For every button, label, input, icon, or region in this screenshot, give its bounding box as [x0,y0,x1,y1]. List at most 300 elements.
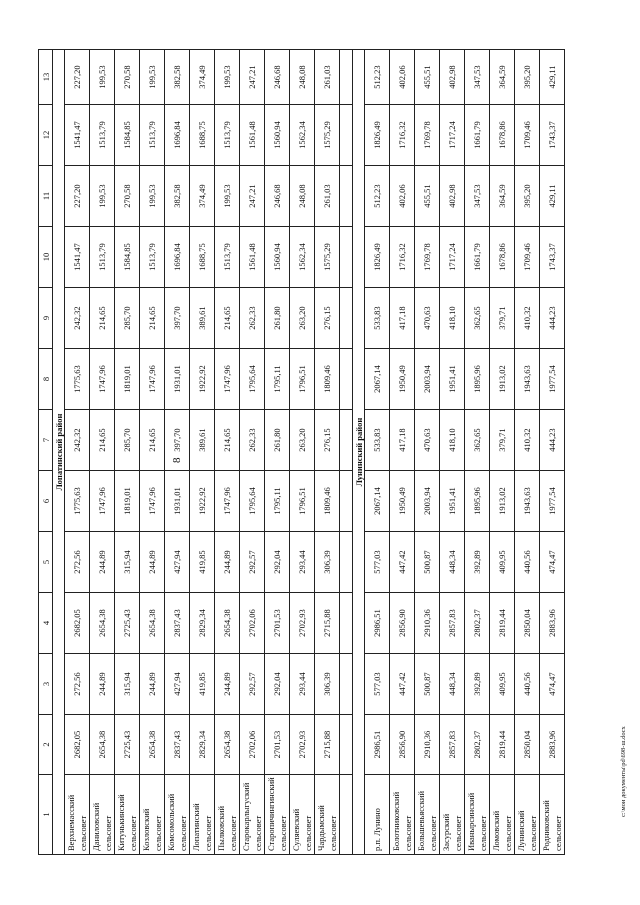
value-cell: 1747,96 [140,349,165,410]
value-cell: 419,85 [190,654,215,715]
value-cell: 262,33 [240,288,265,349]
header-row [39,50,53,855]
table-row [365,50,390,855]
value-cell: 392,89 [465,532,490,593]
settlement-name-cell: Родниковский сельсовет [540,775,565,855]
spacer-cell [340,593,353,654]
value-cell: 470,63 [415,410,440,471]
value-cell: 1575,29 [315,105,340,166]
table-row [165,50,190,855]
section-header-row [353,50,365,855]
value-cell: 2850,04 [515,593,540,654]
column-header: 5 [39,532,53,593]
value-cell: 1688,75 [190,105,215,166]
value-cell: 1819,01 [115,471,140,532]
value-cell: 1661,79 [465,227,490,288]
value-cell: 1584,85 [115,227,140,288]
value-cell: 292,04 [265,654,290,715]
value-cell: 2067,14 [365,349,390,410]
value-cell: 447,42 [390,654,415,715]
page-number: 8 [171,457,183,463]
settlement-name-cell: Лунинский сельсовет [515,775,540,855]
value-cell: 1696,84 [165,227,190,288]
value-cell: 214,65 [215,288,240,349]
value-cell: 1922,92 [190,349,215,410]
value-cell: 2850,04 [515,715,540,775]
value-cell: 244,89 [90,532,115,593]
value-cell: 248,08 [290,50,315,105]
column-header: 12 [39,105,53,166]
value-cell: 248,08 [290,166,315,227]
data-table [38,49,565,855]
settlement-name-cell: Ломовский сельсовет [490,775,515,855]
value-cell: 1895,96 [465,471,490,532]
value-cell: 447,42 [390,532,415,593]
value-cell: 2856,90 [390,593,415,654]
value-cell: 409,95 [490,532,515,593]
spacer-cell [340,166,353,227]
settlement-name-cell: Верхнемасский сельсовет [65,775,90,855]
value-cell: 1678,86 [490,227,515,288]
value-cell: 261,80 [265,410,290,471]
settlement-name-cell: Чардымский сельсовет [315,775,340,855]
value-cell: 1809,46 [315,471,340,532]
value-cell: 1575,29 [315,227,340,288]
value-cell: 2986,51 [365,715,390,775]
value-cell: 244,89 [140,532,165,593]
value-cell: 306,39 [315,654,340,715]
value-cell: 247,21 [240,50,265,105]
value-cell: 577,03 [365,532,390,593]
value-cell: 1769,78 [415,227,440,288]
value-cell: 1688,75 [190,227,215,288]
table-row [315,50,340,855]
value-cell: 2702,06 [240,593,265,654]
value-cell: 427,94 [165,654,190,715]
value-cell: 2701,53 [265,593,290,654]
value-cell: 272,56 [65,654,90,715]
value-cell: 1895,96 [465,349,490,410]
column-header: 1 [39,775,53,855]
value-cell: 270,58 [115,166,140,227]
value-cell: 1717,24 [440,227,465,288]
value-cell: 1913,02 [490,349,515,410]
value-cell: 429,11 [540,50,565,105]
value-cell: 1661,79 [465,105,490,166]
value-cell: 214,65 [90,410,115,471]
value-cell: 1795,11 [265,471,290,532]
column-header: 4 [39,593,53,654]
value-cell: 2829,34 [190,593,215,654]
value-cell: 315,94 [115,654,140,715]
value-cell: 2682,05 [65,593,90,654]
value-cell: 1795,64 [240,349,265,410]
value-cell: 1709,46 [515,105,540,166]
value-cell: 1950,49 [390,471,415,532]
value-cell: 306,39 [315,532,340,593]
spacer-cell [340,532,353,593]
table-row [215,50,240,855]
settlement-name-cell: Старокарлыгуский сельсовет [240,775,265,855]
value-cell: 263,20 [290,288,315,349]
value-cell: 418,10 [440,288,465,349]
value-cell: 1678,86 [490,105,515,166]
value-cell: 427,94 [165,532,190,593]
value-cell: 214,65 [90,288,115,349]
value-cell: 1922,92 [190,471,215,532]
value-cell: 214,65 [140,410,165,471]
settlement-name-cell: Иванырсинский сельсовет [465,775,490,855]
value-cell: 261,80 [265,288,290,349]
value-cell: 199,53 [140,50,165,105]
value-cell: 444,23 [540,410,565,471]
value-cell: 2654,38 [215,593,240,654]
value-cell: 227,20 [65,166,90,227]
value-cell: 1943,63 [515,471,540,532]
column-header: 9 [39,288,53,349]
value-cell: 474,47 [540,654,565,715]
table-row [415,50,440,855]
value-cell: 448,34 [440,654,465,715]
value-cell: 2910,36 [415,715,440,775]
value-cell: 285,70 [115,288,140,349]
value-cell: 276,15 [315,410,340,471]
value-cell: 2837,43 [165,715,190,775]
value-cell: 1775,63 [65,349,90,410]
table-row [140,50,165,855]
value-cell: 1560,94 [265,227,290,288]
section-header-row [53,50,65,855]
value-cell: 2819,44 [490,715,515,775]
value-cell: 1747,96 [90,471,115,532]
value-cell: 500,87 [415,532,440,593]
value-cell: 261,03 [315,166,340,227]
value-cell: 276,15 [315,288,340,349]
value-cell: 246,68 [265,166,290,227]
value-cell: 1561,48 [240,105,265,166]
value-cell: 402,06 [390,166,415,227]
table-row [290,50,315,855]
value-cell: 389,61 [190,410,215,471]
value-cell: 242,32 [65,288,90,349]
value-cell: 470,63 [415,288,440,349]
value-cell: 1796,51 [290,349,315,410]
value-cell: 293,44 [290,654,315,715]
value-cell: 374,49 [190,50,215,105]
table-row [265,50,290,855]
value-cell: 1819,01 [115,349,140,410]
spacer-cell [340,227,353,288]
value-cell: 1743,37 [540,227,565,288]
value-cell: 347,53 [465,166,490,227]
value-cell: 1513,79 [90,105,115,166]
spacer-cell [340,288,353,349]
value-cell: 1747,96 [140,471,165,532]
value-cell: 1747,96 [90,349,115,410]
settlement-name-cell: Пылковский сельсовет [215,775,240,855]
settlement-name-cell: Суляевский сельсовет [290,775,315,855]
column-header: 8 [39,349,53,410]
value-cell: 362,65 [465,288,490,349]
value-cell: 292,04 [265,532,290,593]
value-cell: 1747,96 [215,349,240,410]
table-row [515,50,540,855]
value-cell: 1795,11 [265,349,290,410]
value-cell: 1795,64 [240,471,265,532]
column-header: 3 [39,654,53,715]
value-cell: 1951,41 [440,471,465,532]
column-header: 13 [39,50,53,105]
value-cell: 244,89 [140,654,165,715]
value-cell: 1513,79 [215,227,240,288]
value-cell: 410,32 [515,410,540,471]
table-row [240,50,265,855]
value-cell: 242,32 [65,410,90,471]
value-cell: 417,18 [390,410,415,471]
spacer-row [340,50,353,855]
column-header: 6 [39,471,53,532]
value-cell: 418,10 [440,410,465,471]
value-cell: 2910,36 [415,593,440,654]
settlement-name-cell: р.п. Лунино [365,775,390,855]
section-title: Лопатинский район [53,50,65,855]
value-cell: 2829,34 [190,715,215,775]
value-cell: 1541,47 [65,105,90,166]
value-cell: 2715,88 [315,593,340,654]
value-cell: 1826,49 [365,227,390,288]
value-cell: 262,33 [240,410,265,471]
value-cell: 1951,41 [440,349,465,410]
value-cell: 1977,54 [540,349,565,410]
value-cell: 1716,32 [390,227,415,288]
value-cell: 2701,53 [265,715,290,775]
table-row [90,50,115,855]
value-cell: 512,23 [365,50,390,105]
settlement-name-cell: Старопичингинский сельсовет [265,775,290,855]
value-cell: 395,20 [515,50,540,105]
value-cell: 500,87 [415,654,440,715]
value-cell: 379,71 [490,410,515,471]
spacer-cell [340,471,353,532]
value-cell: 1977,54 [540,471,565,532]
value-cell: 2857,83 [440,715,465,775]
spacer-cell [340,715,353,775]
value-cell: 402,98 [440,50,465,105]
value-cell: 364,59 [490,166,515,227]
value-cell: 392,89 [465,654,490,715]
value-cell: 1796,51 [290,471,315,532]
value-cell: 2802,37 [465,593,490,654]
table-row [390,50,415,855]
value-cell: 2702,93 [290,593,315,654]
value-cell: 2654,38 [90,593,115,654]
table-row [65,50,90,855]
value-cell: 1584,85 [115,105,140,166]
value-cell: 417,18 [390,288,415,349]
value-cell: 2802,37 [465,715,490,775]
settlement-name-cell: Даниловский сельсовет [90,775,115,855]
table-row [440,50,465,855]
column-header: 7 [39,410,53,471]
settlement-name-cell: Засурский сельсовет [440,775,465,855]
spacer-cell [340,349,353,410]
value-cell: 2654,38 [215,715,240,775]
value-cell: 227,20 [65,50,90,105]
value-cell: 448,34 [440,532,465,593]
settlement-name-cell: Большевьясский сельсовет [415,775,440,855]
value-cell: 315,94 [115,532,140,593]
value-cell: 1696,84 [165,105,190,166]
value-cell: 2654,38 [140,715,165,775]
value-cell: 292,57 [240,532,265,593]
value-cell: 2702,06 [240,715,265,775]
value-cell: 379,71 [490,288,515,349]
value-cell: 1931,01 [165,471,190,532]
value-cell: 199,53 [140,166,165,227]
value-cell: 2003,94 [415,471,440,532]
value-cell: 429,11 [540,166,565,227]
value-cell: 2883,96 [540,593,565,654]
value-cell: 444,23 [540,288,565,349]
value-cell: 214,65 [215,410,240,471]
value-cell: 2702,93 [290,715,315,775]
value-cell: 1513,79 [140,105,165,166]
value-cell: 2654,38 [140,593,165,654]
value-cell: 1560,94 [265,105,290,166]
value-cell: 1769,78 [415,105,440,166]
value-cell: 2725,43 [115,593,140,654]
value-cell: 533,83 [365,288,390,349]
value-cell: 402,98 [440,166,465,227]
value-cell: 244,89 [215,532,240,593]
value-cell: 533,83 [365,410,390,471]
value-cell: 199,53 [215,166,240,227]
value-cell: 382,58 [165,166,190,227]
value-cell: 1943,63 [515,349,540,410]
value-cell: 1709,46 [515,227,540,288]
table-row [465,50,490,855]
settlement-name-cell: Лопатинский сельсовет [190,775,215,855]
value-cell: 214,65 [140,288,165,349]
value-cell: 1717,24 [440,105,465,166]
column-header: 2 [39,715,53,775]
column-header: 10 [39,227,53,288]
value-cell: 1743,37 [540,105,565,166]
value-cell: 362,65 [465,410,490,471]
spacer-cell [340,654,353,715]
table-body [39,50,565,855]
value-cell: 419,85 [190,532,215,593]
value-cell: 199,53 [215,50,240,105]
spacer-cell [340,775,353,855]
value-cell: 2857,83 [440,593,465,654]
settlement-name-cell: Болотниковский сельсовет [390,775,415,855]
table-row [115,50,140,855]
settlement-name-cell: Козловский сельсовет [140,775,165,855]
value-cell: 347,53 [465,50,490,105]
value-cell: 374,49 [190,166,215,227]
value-cell: 1541,47 [65,227,90,288]
value-cell: 292,57 [240,654,265,715]
value-cell: 2067,14 [365,471,390,532]
settlement-name-cell: Китунькинский сельсовет [115,775,140,855]
value-cell: 1561,48 [240,227,265,288]
value-cell: 389,61 [190,288,215,349]
value-cell: 2003,94 [415,349,440,410]
settlement-name-cell: Комсомольский сельсовет [165,775,190,855]
value-cell: 199,53 [90,50,115,105]
value-cell: 293,44 [290,532,315,593]
value-cell: 263,20 [290,410,315,471]
value-cell: 261,03 [315,50,340,105]
table-row [540,50,565,855]
value-cell: 410,32 [515,288,540,349]
value-cell: 1775,63 [65,471,90,532]
value-cell: 1931,01 [165,349,190,410]
value-cell: 1562,34 [290,227,315,288]
value-cell: 2725,43 [115,715,140,775]
value-cell: 244,89 [215,654,240,715]
value-cell: 1826,49 [365,105,390,166]
value-cell: 2654,38 [90,715,115,775]
value-cell: 1513,79 [215,105,240,166]
value-cell: 1950,49 [390,349,415,410]
value-cell: 2856,90 [390,715,415,775]
section-title: Лунинский район [353,50,365,855]
value-cell: 397,70 [165,288,190,349]
value-cell: 2715,88 [315,715,340,775]
table-row [190,50,215,855]
value-cell: 244,89 [90,654,115,715]
value-cell: 2986,51 [365,593,390,654]
value-cell: 455,51 [415,166,440,227]
footer-path: c:\мои документы\pd\698-ш.docx [620,726,627,817]
value-cell: 455,51 [415,50,440,105]
value-cell: 1747,96 [215,471,240,532]
value-cell: 440,56 [515,532,540,593]
value-cell: 2883,96 [540,715,565,775]
table-row [490,50,515,855]
value-cell: 402,06 [390,50,415,105]
value-cell: 199,53 [90,166,115,227]
value-cell: 2837,43 [165,593,190,654]
value-cell: 1513,79 [140,227,165,288]
value-cell: 1809,46 [315,349,340,410]
value-cell: 512,23 [365,166,390,227]
value-cell: 247,21 [240,166,265,227]
spacer-cell [340,410,353,471]
column-header: 11 [39,166,53,227]
value-cell: 1562,34 [290,105,315,166]
spacer-cell [340,105,353,166]
value-cell: 1716,32 [390,105,415,166]
value-cell: 382,58 [165,50,190,105]
value-cell: 364,59 [490,50,515,105]
value-cell: 1513,79 [90,227,115,288]
value-cell: 2819,44 [490,593,515,654]
value-cell: 577,03 [365,654,390,715]
value-cell: 395,20 [515,166,540,227]
value-cell: 1913,02 [490,471,515,532]
value-cell: 409,95 [490,654,515,715]
value-cell: 397,70 [165,410,190,471]
value-cell: 440,56 [515,654,540,715]
spacer-cell [340,50,353,105]
value-cell: 270,58 [115,50,140,105]
value-cell: 474,47 [540,532,565,593]
value-cell: 285,70 [115,410,140,471]
value-cell: 272,56 [65,532,90,593]
